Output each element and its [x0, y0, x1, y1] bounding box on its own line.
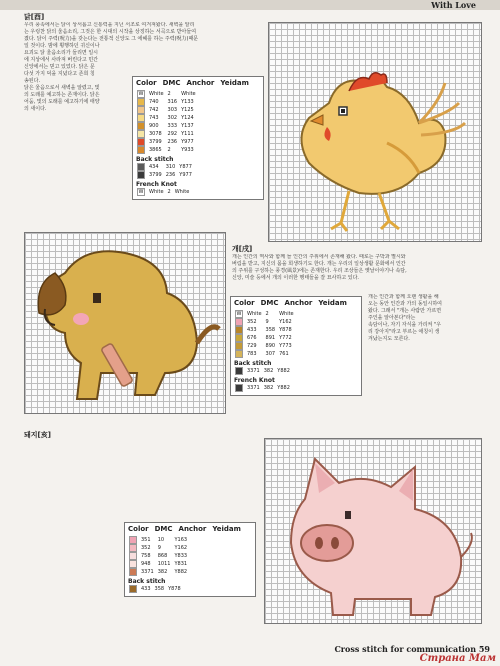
key-table: [233, 310, 296, 358]
page-footer: Cross stitch for communication 59: [334, 644, 490, 654]
pig-color-key: [124, 522, 256, 597]
text-line: 버림을 받고, 지신의 몸을 희생하기도 한다. 개는 우리의 일상생활 문화에서 인간: [232, 261, 406, 267]
text-line: 일 것이다. 밤에 횡행하던 귀신이나: [24, 43, 100, 49]
key-row: [233, 384, 292, 392]
color-swatch: [137, 98, 145, 106]
color-swatch: [235, 318, 243, 326]
key-cell: Y878: [168, 586, 181, 592]
dog-description: [232, 254, 484, 284]
key-cell: 433: [247, 327, 257, 333]
key-row: [127, 568, 189, 576]
key-row: [233, 367, 292, 375]
key-swatch-cell: [135, 106, 147, 114]
key-cell: Y833: [174, 553, 188, 559]
key-cell: 742: [149, 107, 159, 113]
key-cell: Y163: [174, 537, 188, 543]
key-cell: 3371: [247, 368, 260, 374]
key-swatch-cell: [233, 384, 245, 392]
key-cell: 891: [265, 335, 276, 341]
text-line: 에 지상에서 사라져 버린다고 민간: [24, 57, 98, 63]
stitch-table: [127, 585, 183, 593]
stitch-table: [233, 384, 292, 392]
key-cell: Y882: [277, 385, 290, 391]
pig-section-title: 돼지[亥]: [24, 431, 51, 439]
stitch-label: French Knot: [136, 181, 177, 188]
key-swatch-cell: [135, 98, 147, 106]
key-cell: Y111: [181, 131, 194, 137]
key-cell: 3371: [141, 569, 154, 575]
text-line: 졌다. 닭이 주력(呪力)을 갖는다는 전통적 신앙도 그 에헤를 하는 주력(呪力)때문: [24, 36, 199, 42]
key-cell: Y133: [181, 99, 194, 105]
key-column-header: Anchor: [186, 79, 215, 87]
color-swatch: [129, 560, 137, 568]
stitch-label: Back stitch: [128, 578, 166, 585]
key-cell: White: [149, 91, 164, 97]
key-cell: 900: [149, 123, 159, 129]
key-swatch-cell: [127, 585, 139, 593]
color-swatch: [235, 350, 243, 358]
key-row: [135, 171, 194, 179]
text-line: 다섯 가지 덕을 지녔다고 존희 칭: [24, 71, 95, 77]
dog-side-note: [368, 294, 486, 350]
key-swatch-cell: [127, 544, 139, 552]
color-swatch: [129, 585, 137, 593]
key-row: [233, 350, 296, 358]
text-line: 속담이나, 자기 자식을 가리켜 "우: [368, 322, 442, 328]
color-swatch: W: [138, 91, 144, 97]
key-row: [135, 106, 198, 114]
key-swatch-cell: [135, 130, 147, 138]
key-cell: 729: [247, 343, 257, 349]
stitch-table: [233, 367, 292, 375]
key-swatch-cell: [233, 367, 245, 375]
color-swatch: W: [138, 189, 144, 195]
key-swatch-cell: [127, 568, 139, 576]
key-cell: 10: [157, 537, 165, 543]
key-swatch-cell: [233, 318, 245, 326]
key-cell: White: [174, 189, 190, 195]
key-row: [135, 163, 194, 171]
key-cell: Y882: [277, 368, 290, 374]
key-header: [133, 77, 263, 90]
key-row: [233, 310, 296, 318]
key-cell: White: [181, 91, 196, 97]
key-swatch-cell: [135, 122, 147, 130]
stitch-table: [135, 188, 191, 196]
key-cell: Y773: [279, 343, 292, 349]
key-swatch-cell: [135, 146, 147, 154]
key-cell: 333: [167, 123, 178, 129]
key-column-header: Yeidam: [318, 299, 347, 307]
stitch-label: Back stitch: [136, 156, 174, 163]
pig-illustration: [265, 439, 481, 623]
key-swatch-cell: [135, 114, 147, 122]
key-cell: 351: [141, 537, 151, 543]
text-line: 겨났는지도 모른다.: [368, 336, 410, 342]
key-cell: 316: [167, 99, 178, 105]
key-swatch-cell: [233, 342, 245, 350]
key-cell: 3799: [149, 172, 162, 178]
key-row: [135, 138, 198, 146]
key-cell: White: [149, 189, 164, 195]
key-cell: 9: [265, 319, 269, 325]
key-cell: 307: [265, 351, 276, 357]
key-cell: 676: [247, 335, 257, 341]
key-cell: 9: [157, 545, 161, 551]
key-cell: 1011: [157, 561, 171, 567]
stitch-table: [135, 163, 194, 179]
color-swatch: [235, 367, 243, 375]
key-cell: 783: [247, 351, 257, 357]
key-row: [135, 122, 198, 130]
key-cell: 890: [265, 343, 276, 349]
page-header-title: With Love: [431, 0, 476, 10]
key-cell: 3371: [247, 385, 260, 391]
key-cell: 2: [167, 189, 171, 195]
key-row: [135, 98, 198, 106]
pig-pattern-chart: [264, 438, 482, 624]
key-cell: Y877: [179, 164, 192, 170]
key-column-header: DMC: [260, 299, 279, 307]
color-swatch: [137, 130, 145, 138]
key-cell: Y124: [181, 115, 194, 121]
text-line: 요괴도 닭 울음소리가 들리면 일시: [24, 50, 98, 56]
key-swatch-cell: [233, 310, 245, 318]
key-cell: 868: [157, 553, 168, 559]
key-cell: 236: [167, 139, 178, 145]
color-swatch: [137, 114, 145, 122]
key-cell: 236: [165, 172, 176, 178]
text-line: 의 새이다.: [24, 106, 47, 112]
key-row: [233, 318, 296, 326]
key-cell: Y162: [279, 319, 292, 325]
key-row: [135, 114, 198, 122]
key-cell: 3865: [149, 147, 162, 153]
color-swatch: [235, 326, 243, 334]
stitch-label: Back stitch: [234, 360, 272, 367]
key-cell: 382: [157, 569, 168, 575]
text-line: 우리 풍속에서는 닭이 상서롭고 신통력을 지닌 서조로 여겨져왔다. 새벽을 알리: [24, 22, 195, 28]
key-cell: White: [247, 311, 262, 317]
page-header-band: [0, 0, 500, 10]
key-cell: 740: [149, 99, 159, 105]
key-cell: 382: [263, 385, 274, 391]
text-line: 신앙, 미술 등에서 개의 이러한 행태들을 잘 묘사하고 있다.: [232, 275, 359, 281]
key-swatch-cell: [127, 536, 139, 544]
key-cell: 358: [265, 327, 276, 333]
text-line: 왔다. 그래서 "개는 사람만 가르면: [368, 308, 442, 314]
key-table: [127, 536, 189, 576]
key-cell: 382: [263, 368, 274, 374]
color-swatch: W: [236, 311, 242, 317]
color-swatch: [137, 146, 145, 154]
stitch-label: French Knot: [234, 377, 275, 384]
dog-color-key: [230, 296, 362, 396]
key-row: [127, 560, 189, 568]
text-line: 어둠, 빛의 도래를 예고하기에 태양: [24, 99, 100, 105]
watermark-logo: Страна Мам: [419, 653, 496, 664]
key-column-header: Anchor: [284, 299, 313, 307]
key-cell: 743: [149, 115, 159, 121]
key-column-header: Yeidam: [220, 79, 249, 87]
key-cell: Y125: [181, 107, 194, 113]
key-row: [127, 552, 189, 560]
key-cell: Y882: [174, 569, 188, 575]
key-column-header: DMC: [154, 525, 173, 533]
text-line: 리 강아지"라고 부르는 애칭이 생: [368, 329, 440, 335]
key-cell: Y878: [279, 327, 292, 333]
key-swatch-cell: [127, 552, 139, 560]
key-cell: 433: [141, 586, 151, 592]
key-cell: 303: [167, 107, 178, 113]
key-cell: 761: [279, 351, 289, 357]
text-line: 오는 동안 인간과 가의 동일시하여: [368, 301, 442, 307]
rooster-section-title: 닭[酉]: [24, 13, 45, 21]
key-column-header: Color: [136, 79, 157, 87]
key-cell: 302: [167, 115, 178, 121]
key-cell: Y831: [174, 561, 188, 567]
color-swatch: [137, 138, 145, 146]
key-row: [135, 90, 198, 98]
color-swatch: [235, 342, 243, 350]
text-line: 신앙에서는 믿고 있었다. 닭은 문: [24, 64, 95, 70]
key-row: [135, 146, 198, 154]
color-swatch: [137, 106, 145, 114]
key-cell: 310: [165, 164, 176, 170]
key-swatch-cell: [233, 326, 245, 334]
color-swatch: [129, 544, 137, 552]
key-cell: 352: [247, 319, 257, 325]
key-header: [231, 297, 361, 310]
key-swatch-cell: [233, 334, 245, 342]
key-row: [127, 536, 189, 544]
key-table: [135, 90, 198, 154]
color-swatch: [137, 163, 145, 171]
key-column-header: Color: [128, 525, 149, 533]
key-cell: 2: [167, 91, 171, 97]
key-row: [127, 585, 183, 593]
key-swatch-cell: [127, 560, 139, 568]
key-cell: 352: [141, 545, 151, 551]
key-column-header: DMC: [162, 79, 181, 87]
dog-pattern-chart: [24, 232, 226, 414]
key-row: [233, 326, 296, 334]
key-cell: 758: [141, 553, 151, 559]
key-cell: 292: [167, 131, 178, 137]
pig-description: [24, 440, 272, 530]
dog-illustration: [25, 233, 225, 413]
key-cell: 3799: [149, 139, 162, 145]
key-swatch-cell: [135, 138, 147, 146]
key-swatch-cell: [135, 90, 147, 98]
key-row: [127, 544, 189, 552]
key-row: [233, 342, 296, 350]
color-swatch: [235, 334, 243, 342]
key-cell: White: [279, 311, 294, 317]
key-cell: Y162: [174, 545, 188, 551]
text-line: 개는 인간의 역사와 함께 늘 인간의 주위에서 존재해 왔다. 때로는 구박과 멸시와: [232, 254, 406, 260]
rooster-pattern-chart: [268, 22, 482, 242]
text-line: 닭은 울음으로서 새벽을 알렸고, 빛: [24, 85, 100, 91]
color-swatch: [235, 384, 243, 392]
text-line: 의 주위를 구성하는 풍경(風景)에는 존재한다. 우리 조상들은 옛날이야기나 속담,: [232, 268, 407, 274]
key-cell: 2: [265, 311, 269, 317]
text-line: 의 도래를 예고하는 존재이다. 닭은: [24, 92, 100, 98]
color-swatch: [129, 568, 137, 576]
key-header: [125, 523, 255, 536]
rooster-color-key: [132, 76, 264, 200]
key-column-header: Yeidam: [212, 525, 241, 533]
text-line: 송된다.: [24, 78, 41, 84]
text-line: 개는 인간과 함께 오랜 생활을 해: [368, 294, 439, 300]
key-column-header: Anchor: [178, 525, 207, 533]
text-line: 는 우렁찬 닭의 울음소리, 그것은 한 시대의 시작을 상징하는 서곡으로 받아들여: [24, 29, 197, 35]
key-swatch-cell: [135, 188, 147, 196]
dog-section-title: 개[戌]: [232, 245, 253, 253]
rooster-illustration: [269, 23, 481, 241]
key-column-header: Color: [234, 299, 255, 307]
key-swatch-cell: [135, 163, 147, 171]
key-cell: Y772: [279, 335, 292, 341]
key-cell: 358: [154, 586, 165, 592]
key-cell: Y137: [181, 123, 194, 129]
key-cell: 2: [167, 147, 171, 153]
color-swatch: [137, 122, 145, 130]
key-swatch-cell: [233, 350, 245, 358]
key-row: [135, 188, 191, 196]
key-cell: 3078: [149, 131, 162, 137]
color-swatch: [129, 552, 137, 560]
key-row: [135, 130, 198, 138]
key-cell: Y977: [179, 172, 192, 178]
color-swatch: [137, 171, 145, 179]
key-cell: 948: [141, 561, 151, 567]
key-cell: Y977: [181, 139, 194, 145]
key-swatch-cell: [135, 171, 147, 179]
key-cell: Y933: [181, 147, 194, 153]
key-cell: 434: [149, 164, 159, 170]
text-line: 주인을 알아본다"라는: [368, 315, 416, 321]
key-row: [233, 334, 296, 342]
color-swatch: [129, 536, 137, 544]
